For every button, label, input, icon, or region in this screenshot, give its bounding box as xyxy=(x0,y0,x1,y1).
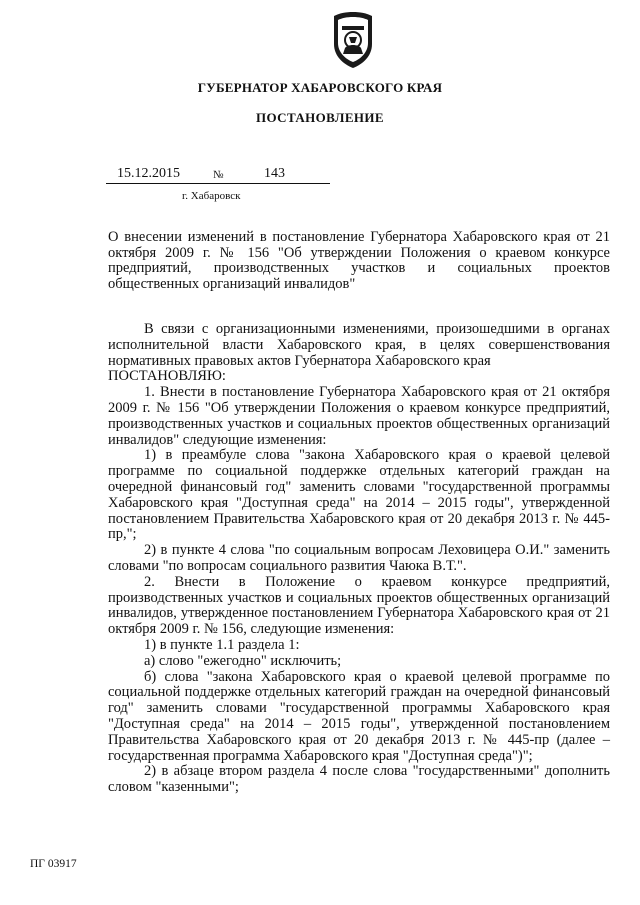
body-paragraph: 2) в абзаце втором раздела 4 после слова "государственными" дополнить словом "казенными"; xyxy=(108,763,610,796)
date-number-line xyxy=(106,166,330,186)
document-number: 143 xyxy=(264,166,285,181)
city: г. Хабаровск xyxy=(182,190,241,202)
document-subject: О внесении изменений в постановление Губернатора Хабаровского края от 21 октября 2009 г. № 156 "Об утверждении Положения о краевом конкурсе предприятий, производственных участков и социальных проектов общественных организаций инвалидов" xyxy=(108,229,610,292)
body-paragraph: 1) в преамбуле слова "закона Хабаровского края о краевой целевой программе по социальной поддержке отдельных категорий граждан на очередной финансовый год" заменить словами "государственной программы Хабаровского края "Доступная среда" на 2014 – 2015 годы", утвержденной постановлением Правительства Хабаровского края от 20 декабря 2013 г. № 445-пр,"; xyxy=(108,447,610,543)
body-decree-word: ПОСТАНОВЛЯЮ: xyxy=(108,368,226,385)
number-sign: № xyxy=(213,169,224,181)
body-paragraph: В связи с организационными изменениями, произошедшими в органах исполнительной власти Хабаровского края, в целях совершенствования нормативных правовых актов Губернатора Хабаровского края xyxy=(108,321,610,369)
governor-title: ГУБЕРНАТОР ХАБАРОВСКОГО КРАЯ xyxy=(197,80,443,95)
body-paragraph: а) слово "ежегодно" исключить; xyxy=(144,652,342,669)
body-paragraph: 2. Внести в Положение о краевом конкурсе предприятий, производственных участков и социальных проектов общественных организаций инвалидов, утвержденное постановлением Губернатора Хабаровского края от 21 октября 2009 г. № 156, следующие изменения: xyxy=(108,573,610,638)
document-type: ПОСТАНОВЛЕНИЕ xyxy=(255,110,385,125)
body-paragraph: 1. Внести в постановление Губернатора Хабаровского края от 21 октября 2009 г. № 156 "Об утверждении Положения о краевом конкурсе предприятий, производственных участков и социальных проектов общественных организаций инвалидов" следующие изменения: xyxy=(108,384,610,448)
body-paragraph: б) слова "закона Хабаровского края о краевой целевой программе по социальной поддержке отдельных категорий граждан на очередной финансовый год" заменить словами "государственной программы Хабаровского края "Доступная среда" на 2014 – 2015 годы", утвержденной постановлением Правительства Хабаровского края от 20 декабря 2013 г. № 445-пр (далее – государственная программа Хабаровского края "Доступная среда")"; xyxy=(108,668,610,764)
underline xyxy=(106,183,330,184)
document-date: 15.12.2015 xyxy=(117,166,180,181)
document-code: ПГ 03917 xyxy=(30,858,77,870)
body-paragraph: 1) в пункте 1.1 раздела 1: xyxy=(144,636,300,653)
body-paragraph: 2) в пункте 4 слова "по социальным вопросам Леховицера О.И." заменить словами "по вопросам социального развития Чаюка В.Т.". xyxy=(108,542,610,574)
coat-of-arms-icon xyxy=(330,10,376,70)
document-body xyxy=(108,322,610,796)
